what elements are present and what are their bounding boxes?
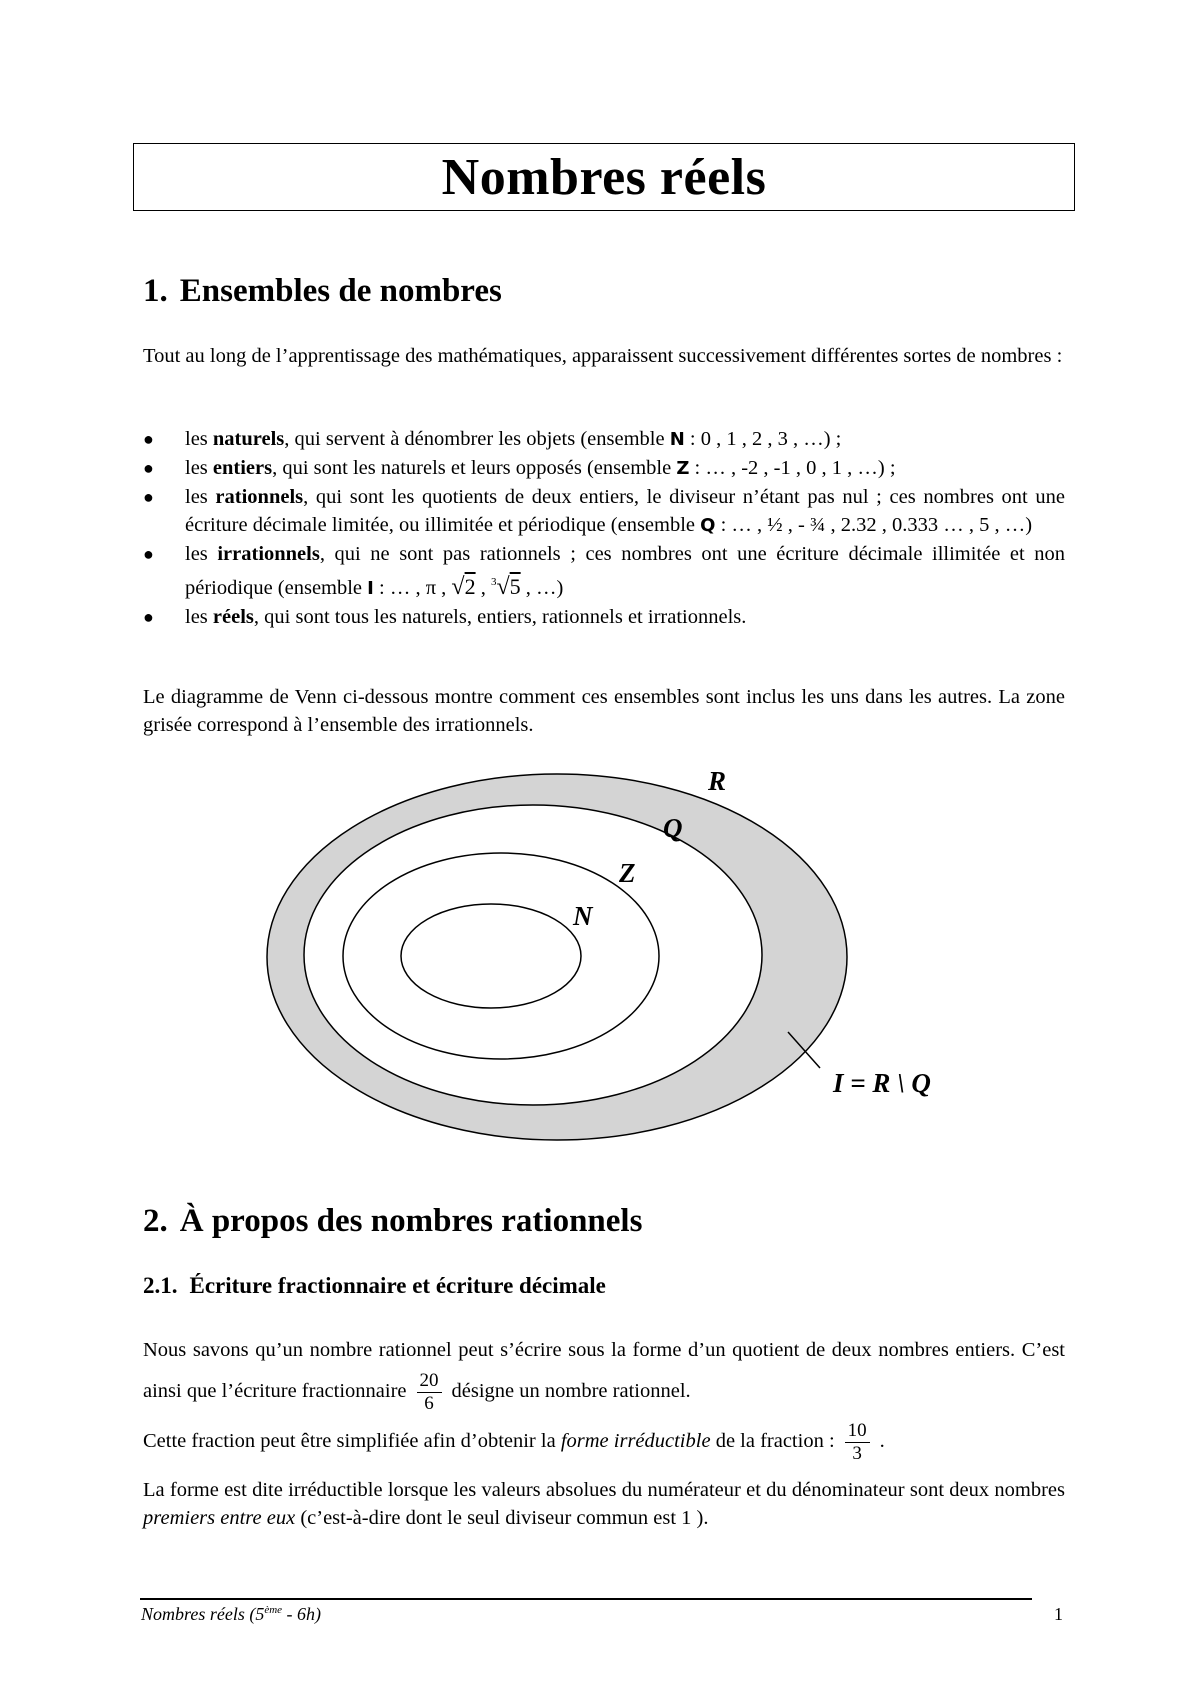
label-z: Z — [619, 858, 636, 888]
text-run: Nous savons qu’un nombre rationnel peut s’écrire sous la forme d’un quotient de deux nombres entiers. C’est ainsi que l’écriture fractionnaire — [143, 1339, 1065, 1403]
bullet-term: entiers — [212, 457, 273, 479]
bullet-term: naturels — [212, 428, 285, 450]
bullet-text: : … , ½ , - ¾ , 2.32 , 0.333 … , 5 , …) — [715, 514, 1033, 536]
emphasis: forme irréductible — [560, 1430, 711, 1453]
bullet-icon: ● — [143, 458, 154, 478]
label-n: N — [573, 901, 593, 931]
section-1-intro: Tout au long de l’apprentissage des mathématiques, apparaissent successivement différentes sortes de nombres : — [143, 345, 1063, 367]
square-root: √2 — [451, 574, 476, 600]
bullet-text: : … , -2 , -1 , 0 , 1 , …) ; — [689, 457, 896, 479]
bullet-term: irrationnels — [217, 543, 320, 565]
bullet-text: , qui sont les naturels et leurs opposés (ensemble — [272, 457, 677, 479]
label-q: Q — [663, 813, 683, 843]
footer-text: - 6h) — [282, 1604, 322, 1624]
bullet-text: les — [185, 543, 218, 565]
bullet-icon: ● — [143, 544, 154, 564]
bullet-text: : … , π , — [373, 577, 452, 599]
bullet-term: rationnels — [215, 486, 304, 508]
page-title: Nombres réels — [441, 148, 767, 206]
subsection-2-1-number: 2.1. — [143, 1273, 178, 1298]
list-item — [143, 483, 1065, 540]
bullet-text: les — [185, 606, 213, 628]
fraction-numerator: 20 — [417, 1370, 442, 1393]
set-n-ellipse — [401, 904, 581, 1008]
bullet-term: réels — [212, 606, 254, 628]
paragraph-definition — [143, 1476, 1065, 1532]
fraction-10-3 — [845, 1420, 870, 1465]
fraction-numerator: 10 — [845, 1420, 870, 1443]
cube-root: $^3$√5 — [490, 574, 521, 600]
fraction-denominator: 3 — [852, 1443, 862, 1464]
section-1-heading — [143, 273, 502, 310]
text-run: . — [879, 1430, 885, 1453]
subsection-2-1-heading — [143, 1273, 606, 1299]
radicand: 5 — [509, 574, 521, 599]
bullet-text: , qui sont tous les naturels, entiers, rationnels et irrationnels. — [253, 606, 747, 628]
bullet-text: , qui ne sont pas rationnels ; ces nombres ont une écriture décimale illimitée et non périodique (ensemble — [185, 543, 1065, 599]
bullet-text: , …) — [520, 577, 564, 599]
number-sets-list — [143, 425, 1065, 631]
bullet-text: les — [185, 428, 213, 450]
bullet-text: les — [185, 486, 216, 508]
venn-description: Le diagramme de Venn ci-dessous montre comment ces ensembles sont inclus les uns dans les autres. La zone grisée correspond à l’ensemble des irrationnels. — [143, 686, 1065, 736]
bullet-icon: ● — [143, 607, 154, 627]
subsection-2-1-title: Écriture fractionnaire et écriture décimale — [189, 1273, 606, 1298]
section-1-number: 1. — [143, 273, 168, 309]
title-box — [133, 143, 1075, 211]
set-symbol: Z — [676, 458, 690, 479]
list-item — [143, 425, 1065, 454]
text-run: (c’est-à-dire dont le seul diviseur commun est 1 ). — [300, 1507, 709, 1529]
footer-caption — [141, 1604, 321, 1625]
fraction-denominator: 6 — [424, 1393, 434, 1414]
list-item: ● les irrationnels, qui ne sont pas rationnels ; ces nombres ont une écriture décimale illimitée et non périodique (ensemble I : … , π , √2 , $^3$√5 , …) — [143, 540, 1065, 603]
text-run: Cette fraction peut être simplifiée afin d’obtenir la — [143, 1430, 556, 1453]
venn-diagram — [255, 760, 955, 1160]
section-1-title: Ensembles de nombres — [179, 273, 502, 309]
bullet-text: les — [185, 457, 213, 479]
bullet-text: : 0 , 1 , 2 , 3 , …) ; — [684, 428, 842, 450]
section-2-title: À propos des nombres rationnels — [179, 1203, 643, 1239]
set-symbol: I — [367, 578, 374, 599]
label-irrationals: I = R \ Q — [833, 1068, 931, 1098]
paragraph-fraction — [143, 1330, 1065, 1415]
page-number: 1 — [1054, 1604, 1063, 1624]
footer-text: Nombres réels (5 — [141, 1604, 265, 1624]
section-2-heading — [143, 1203, 642, 1240]
footer-rule — [140, 1598, 1032, 1600]
list-item — [143, 454, 1065, 483]
bullet-text: , qui servent à dénombrer les objets (ensemble — [284, 428, 670, 450]
label-r: R — [708, 766, 727, 796]
bullet-icon: ● — [143, 429, 154, 449]
emphasis: premiers entre eux — [143, 1507, 296, 1529]
text-run: désigne un nombre rationnel. — [451, 1380, 691, 1403]
footer-superscript: ème — [264, 1604, 283, 1616]
section-2-number: 2. — [143, 1203, 168, 1239]
bullet-icon: ● — [143, 487, 154, 507]
set-symbol: Q — [700, 515, 716, 536]
text-run: de la fraction : — [715, 1430, 835, 1453]
text-run: La forme est dite irréductible lorsque les valeurs absolues du numérateur et du dénominateur sont deux nombres — [143, 1479, 1065, 1501]
root-index: 3 — [490, 576, 497, 588]
list-item — [143, 603, 1065, 631]
paragraph-irreducible — [143, 1420, 1065, 1465]
fraction-20-6 — [417, 1370, 442, 1415]
radicand: 2 — [464, 574, 476, 599]
bullet-text: , qui sont les quotients de deux entiers, le diviseur n’étant pas nul ; ces nombres ont une écriture décimale limitée, ou illimitée et périodique (ensemble — [185, 486, 1065, 536]
set-symbol: N — [669, 429, 685, 450]
